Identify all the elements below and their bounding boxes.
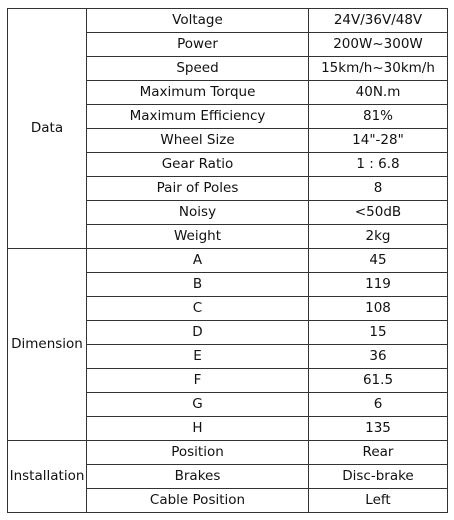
row-value: 6: [309, 393, 448, 417]
row-value: Rear: [309, 441, 448, 465]
row-label: Power: [87, 33, 309, 57]
row-value: 15: [309, 321, 448, 345]
row-label: Cable Position: [87, 489, 309, 513]
row-label: Wheel Size: [87, 129, 309, 153]
row-label: H: [87, 417, 309, 441]
row-label: C: [87, 297, 309, 321]
row-label: Speed: [87, 57, 309, 81]
row-value: 200W~300W: [309, 33, 448, 57]
row-value: 45: [309, 249, 448, 273]
table-row: [8, 249, 448, 273]
row-value: 24V/36V/48V: [309, 9, 448, 33]
row-value: 2kg: [309, 225, 448, 249]
row-value: 40N.m: [309, 81, 448, 105]
row-value: 36: [309, 345, 448, 369]
table-row: [8, 441, 448, 465]
row-value: 135: [309, 417, 448, 441]
row-value: 8: [309, 177, 448, 201]
row-value: 14"-28": [309, 129, 448, 153]
row-label: Maximum Efficiency: [87, 105, 309, 129]
row-label: Voltage: [87, 9, 309, 33]
row-label: Weight: [87, 225, 309, 249]
row-value: 119: [309, 273, 448, 297]
row-label: E: [87, 345, 309, 369]
row-value: <50dB: [309, 201, 448, 225]
row-label: Pair of Poles: [87, 177, 309, 201]
row-value: Disc-brake: [309, 465, 448, 489]
row-value: 1 : 6.8: [309, 153, 448, 177]
group-label-installation: Installation: [8, 441, 87, 513]
row-label: B: [87, 273, 309, 297]
row-label: Brakes: [87, 465, 309, 489]
row-value: 61.5: [309, 369, 448, 393]
spec-table: [7, 8, 448, 513]
row-label: Position: [87, 441, 309, 465]
table-row: [8, 9, 448, 33]
row-label: G: [87, 393, 309, 417]
row-value: 81%: [309, 105, 448, 129]
group-label-dimension: Dimension: [8, 249, 87, 441]
row-label: Noisy: [87, 201, 309, 225]
row-label: Gear Ratio: [87, 153, 309, 177]
row-label: D: [87, 321, 309, 345]
row-value: 108: [309, 297, 448, 321]
row-label: Maximum Torque: [87, 81, 309, 105]
group-label-data: Data: [8, 9, 87, 249]
row-value: Left: [309, 489, 448, 513]
row-value: 15km/h~30km/h: [309, 57, 448, 81]
row-label: F: [87, 369, 309, 393]
row-label: A: [87, 249, 309, 273]
